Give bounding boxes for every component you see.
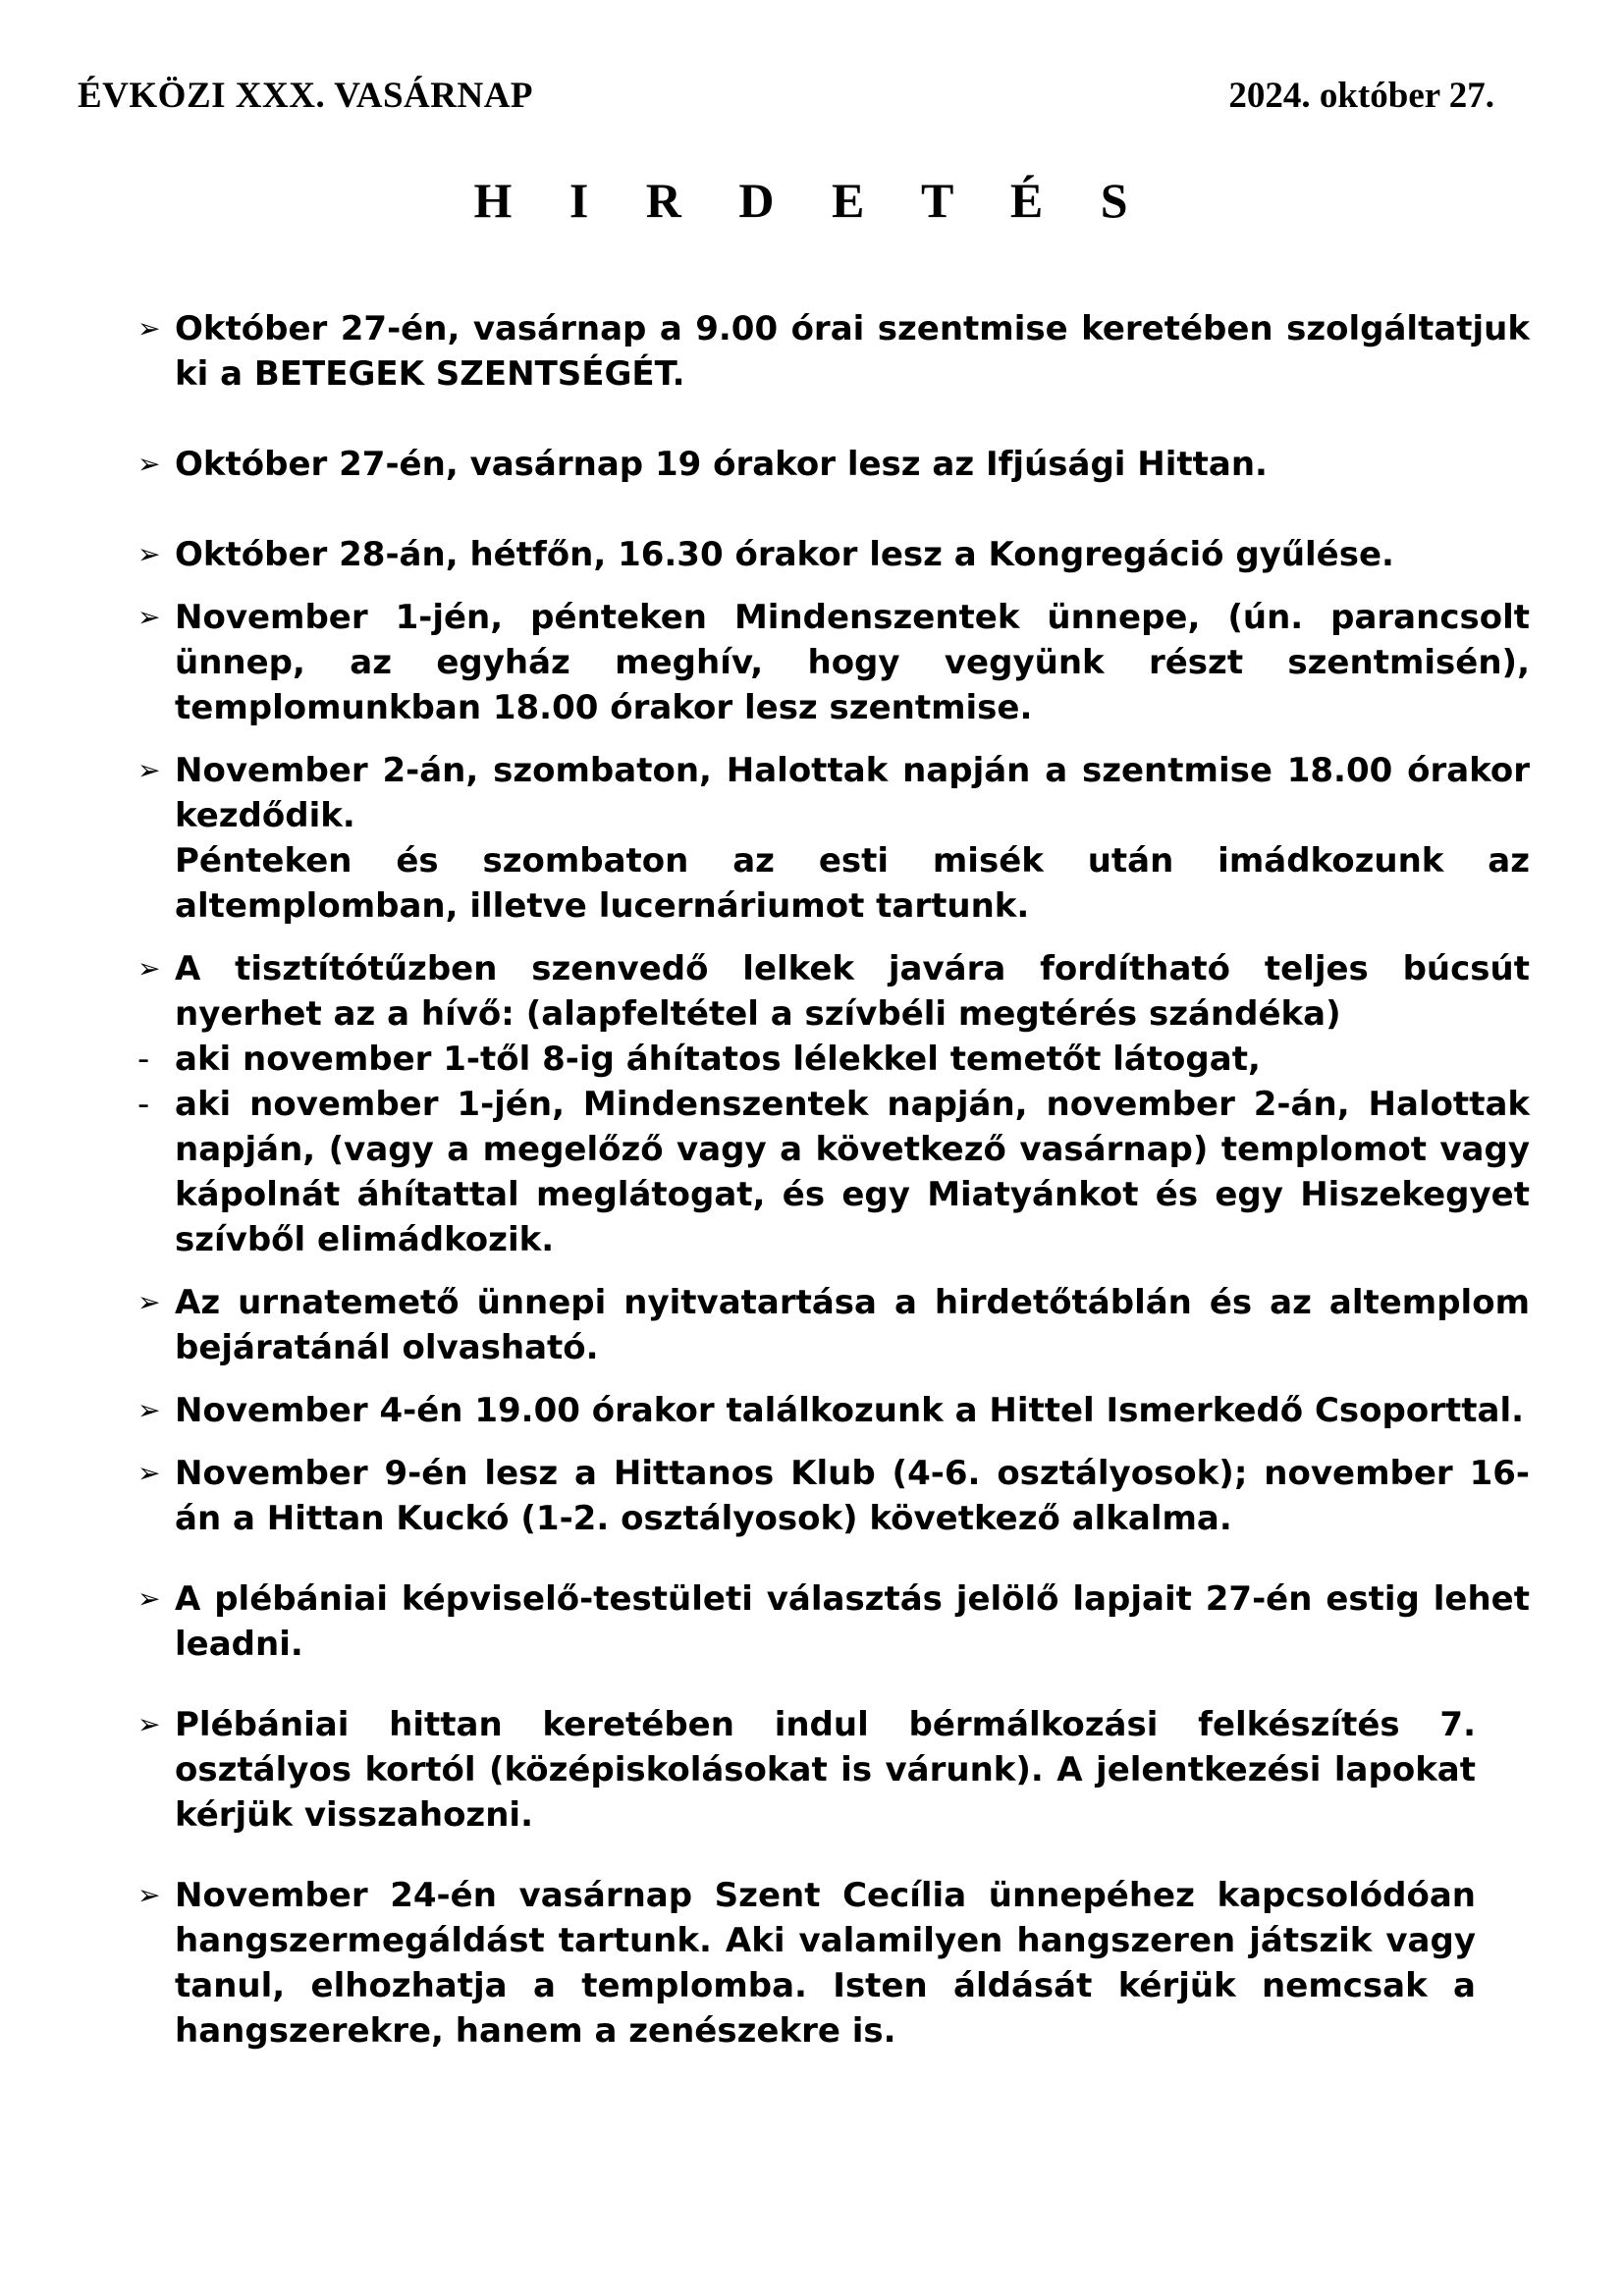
announcement-text: A plébániai képviselő-testületi választás jelölő lapjait 27-én estig lehet leadni. [175,1579,1530,1664]
bullet-arrow-icon: ➢ [137,1708,161,1740]
announcement-item [137,306,1530,397]
announcement-item [137,532,1537,577]
condition-item [137,1082,1530,1262]
announcement-item [137,442,1537,487]
announcement-item [137,1388,1530,1433]
header-title: ÉVKÖZI XXX. VASÁRNAP [78,76,534,116]
announcement-item [137,595,1530,730]
dash-marker: - [137,1040,150,1079]
bullet-arrow-icon: ➢ [137,312,161,345]
announcement-text: Október 28-án, hétfőn, 16.30 órakor lesz a Kongregáció gyűlése. [175,535,1394,574]
bullet-arrow-icon: ➢ [137,448,161,480]
condition-item [137,1037,1530,1082]
bullet-arrow-icon: ➢ [137,1582,161,1615]
announcement-text: Az urnatemető ünnepi nyitvatartása a hirdetőtáblán és az altemplom bejáratánál olvasható. [175,1283,1530,1367]
bullet-arrow-icon: ➢ [137,1879,161,1911]
bullet-arrow-icon: ➢ [137,1394,161,1426]
announcement-text: Plébániai hittan keretében indul bérmálkozási felkészítés 7. osztályos kortól (középiskolásokat is várunk). A jelentkezési lapokat kérjük visszahozni. [175,1705,1476,1835]
announcement-text: Október 27-én, vasárnap a 9.00 órai szentmise keretében szolgáltatjuk ki a BETEGEK SZENTSÉGÉT. [175,309,1530,394]
announcement-text: November 9-én lesz a Hittanos Klub (4-6. osztályosok); november 16-án a Hittan Kuckó (1-2. osztályosok) következő alkalma. [175,1454,1530,1538]
bullet-arrow-icon: ➢ [137,601,161,633]
bullet-arrow-icon: ➢ [137,1457,161,1489]
announcement-item [137,1873,1476,2054]
condition-text: aki november 1-től 8-ig áhítatos lélekkel temetőt látogat, [175,1040,1261,1079]
announcement-text-continued: Pénteken és szombaton az esti misék után imádkozunk az altemplomban, illetve lucernáriumot tartunk. [175,841,1530,926]
announcement-text: November 1-jén, pénteken Mindenszentek ünnepe, (ún. parancsolt ünnep, az egyház meghív, hogy vegyünk részt szentmisén), templomunkban 18.00 órakor lesz szentmise. [175,598,1530,727]
announcement-item [137,748,1530,929]
announcement-item [137,1702,1476,1838]
header-date: 2024. október 27. [1228,76,1494,116]
announcement-text: November 24-én vasárnap Szent Cecília ünnepéhez kapcsolódóan hangszermegáldást tartunk. Aki valamilyen hangszeren játszik vagy tanul, elhozhatja a templomba. Isten áldását kérjük nemcsak a hangszerekre, hanem a zenészekre is. [175,1876,1476,2051]
condition-text: aki november 1-jén, Mindenszentek napján, november 2-án, Halottak napján, (vagy a megelőző vagy a következő vasárnap) templomot vagy kápolnát áhítattal meglátogat, és egy Miatyánkot és egy Hiszekegyet szívből elimádkozik. [175,1085,1530,1259]
announcement-item [137,1576,1530,1667]
page-title: H I R D E T É S [473,173,1151,228]
announcement-item [137,1451,1530,1541]
announcement-text: Október 27-én, vasárnap 19 órakor lesz az Ifjúsági Hittan. [175,445,1268,484]
announcement-text: November 4-én 19.00 órakor találkozunk a Hittel Ismerkedő Csoporttal. [175,1391,1525,1430]
announcement-text: A tisztítótűzben szenvedő lelkek javára fordítható teljes búcsút nyerhet az a hívő: (alapfeltétel a szívbéli megtérés szándéka) [175,949,1530,1034]
bullet-arrow-icon: ➢ [137,1286,161,1318]
announcement-item [137,1280,1530,1370]
bullet-arrow-icon: ➢ [137,538,161,570]
announcement-text: November 2-án, szombaton, Halottak napján a szentmise 18.00 órakor kezdődik. [175,751,1530,835]
dash-marker: - [137,1085,150,1124]
bullet-arrow-icon: ➢ [137,952,161,985]
announcement-item [137,946,1530,1262]
announcement-list [137,306,1537,2054]
bullet-arrow-icon: ➢ [137,754,161,786]
